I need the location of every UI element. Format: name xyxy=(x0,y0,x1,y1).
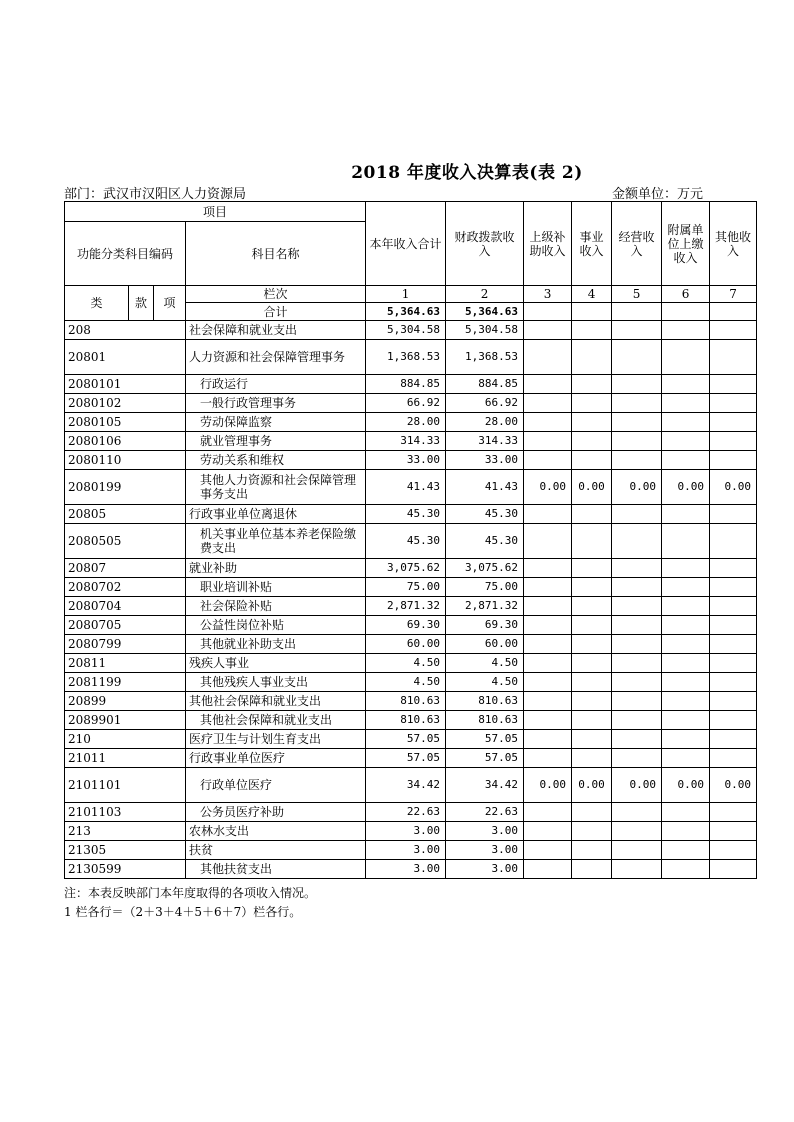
department-label: 部门：武汉市汉阳区人力资源局 xyxy=(64,187,247,202)
row-c3 xyxy=(524,654,572,673)
row-c7 xyxy=(710,635,757,654)
row-fiscal: 28.00 xyxy=(446,413,524,432)
row-c6 xyxy=(662,597,710,616)
row-c4 xyxy=(572,451,612,470)
row-c6 xyxy=(662,803,710,822)
row-c4 xyxy=(572,394,612,413)
row-code: 2080799 xyxy=(65,635,186,654)
row-c4 xyxy=(572,654,612,673)
row-total: 3.00 xyxy=(366,860,446,879)
row-c5 xyxy=(612,505,662,524)
row-c7 xyxy=(710,340,757,375)
row-c5 xyxy=(612,394,662,413)
row-c3 xyxy=(524,860,572,879)
table-row xyxy=(65,841,757,860)
row-c6 xyxy=(662,340,710,375)
row-code: 210 xyxy=(65,730,186,749)
row-fiscal: 69.30 xyxy=(446,616,524,635)
row-subject-name: 其他社会保障和就业支出 xyxy=(186,711,366,730)
row-fiscal: 3.00 xyxy=(446,860,524,879)
row-fiscal: 57.05 xyxy=(446,730,524,749)
row-code: 2080102 xyxy=(65,394,186,413)
row-c7 xyxy=(710,841,757,860)
row-c3 xyxy=(524,432,572,451)
row-c6 xyxy=(662,559,710,578)
table-row xyxy=(65,394,757,413)
income-table xyxy=(64,201,757,879)
row-total: 28.00 xyxy=(366,413,446,432)
row-subject-name: 行政单位医疗 xyxy=(186,768,366,803)
col-num: 1 xyxy=(366,286,446,303)
row-c7 xyxy=(710,730,757,749)
row-fiscal: 22.63 xyxy=(446,803,524,822)
row-total: 45.30 xyxy=(366,524,446,559)
row-c7 xyxy=(710,505,757,524)
row-c3 xyxy=(524,413,572,432)
row-subject-name: 公益性岗位补贴 xyxy=(186,616,366,635)
row-c5 xyxy=(612,321,662,340)
row-c5 xyxy=(612,559,662,578)
row-fiscal: 5,304.58 xyxy=(446,321,524,340)
row-c6 xyxy=(662,432,710,451)
row-c4 xyxy=(572,616,612,635)
row-c6 xyxy=(662,692,710,711)
row-subject-name: 其他残疾人事业支出 xyxy=(186,673,366,692)
row-fiscal: 33.00 xyxy=(446,451,524,470)
row-c5 xyxy=(612,803,662,822)
col-num: 6 xyxy=(662,286,710,303)
header-affiliated-income: 附属单位上缴收入 xyxy=(662,202,710,286)
header-other-income: 其他收入 xyxy=(710,202,757,286)
row-c3 xyxy=(524,841,572,860)
row-total: 66.92 xyxy=(366,394,446,413)
row-c4 xyxy=(572,749,612,768)
row-c3 xyxy=(524,730,572,749)
row-code: 21305 xyxy=(65,841,186,860)
row-c7 xyxy=(710,711,757,730)
header-column-seq: 栏次 xyxy=(186,286,366,303)
table-row xyxy=(65,524,757,559)
row-c4 xyxy=(572,692,612,711)
row-fiscal: 60.00 xyxy=(446,635,524,654)
row-c5 xyxy=(612,635,662,654)
row-subject-name: 劳动关系和维权 xyxy=(186,451,366,470)
row-code: 208 xyxy=(65,321,186,340)
row-c7 xyxy=(710,860,757,879)
table-row xyxy=(65,860,757,879)
header-func-code: 功能分类科目编码 xyxy=(65,222,186,286)
row-fiscal: 75.00 xyxy=(446,578,524,597)
row-c5 xyxy=(612,340,662,375)
table-row xyxy=(65,730,757,749)
row-code: 2101103 xyxy=(65,803,186,822)
row-c6 xyxy=(662,730,710,749)
row-c7 xyxy=(710,578,757,597)
row-c5 xyxy=(612,375,662,394)
row-c6 xyxy=(662,860,710,879)
row-c3: 0.00 xyxy=(524,470,572,505)
sum-total: 5,364.63 xyxy=(366,303,446,321)
row-c6 xyxy=(662,673,710,692)
row-subject-name: 社会保障和就业支出 xyxy=(186,321,366,340)
unit-label: 金额单位：万元 xyxy=(612,187,704,202)
row-c7 xyxy=(710,321,757,340)
table-row xyxy=(65,654,757,673)
row-fiscal: 4.50 xyxy=(446,654,524,673)
row-c5 xyxy=(612,711,662,730)
header-subject-name: 科目名称 xyxy=(186,222,366,286)
row-subject-name: 行政事业单位离退休 xyxy=(186,505,366,524)
row-code: 2081199 xyxy=(65,673,186,692)
row-c7 xyxy=(710,524,757,559)
sum-label: 合计 xyxy=(186,303,366,321)
row-c7 xyxy=(710,375,757,394)
table-row xyxy=(65,673,757,692)
header-fiscal-income: 财政拨款收入 xyxy=(446,202,524,286)
row-c7 xyxy=(710,597,757,616)
row-c4 xyxy=(572,524,612,559)
header-kuan: 款 xyxy=(129,286,154,321)
row-c3 xyxy=(524,692,572,711)
row-fiscal: 810.63 xyxy=(446,692,524,711)
row-c3: 0.00 xyxy=(524,768,572,803)
table-row xyxy=(65,340,757,375)
row-total: 3,075.62 xyxy=(366,559,446,578)
header-operating-income: 经营收入 xyxy=(612,202,662,286)
row-c6 xyxy=(662,654,710,673)
row-fiscal: 810.63 xyxy=(446,711,524,730)
note-2: 1 栏各行＝（2＋3＋4＋5＋6＋7）栏各行。 xyxy=(64,905,302,919)
table-row xyxy=(65,470,757,505)
row-c5: 0.00 xyxy=(612,470,662,505)
row-c6 xyxy=(662,394,710,413)
row-fiscal: 314.33 xyxy=(446,432,524,451)
row-subject-name: 就业补助 xyxy=(186,559,366,578)
table-row xyxy=(65,635,757,654)
row-subject-name: 劳动保障监察 xyxy=(186,413,366,432)
row-fiscal: 2,871.32 xyxy=(446,597,524,616)
row-subject-name: 残疾人事业 xyxy=(186,654,366,673)
row-c4 xyxy=(572,578,612,597)
row-total: 75.00 xyxy=(366,578,446,597)
row-c7: 0.00 xyxy=(710,470,757,505)
row-c7 xyxy=(710,673,757,692)
row-c6 xyxy=(662,321,710,340)
row-c5 xyxy=(612,860,662,879)
row-code: 2080705 xyxy=(65,616,186,635)
row-fiscal: 57.05 xyxy=(446,749,524,768)
row-code: 2089901 xyxy=(65,711,186,730)
row-code: 213 xyxy=(65,822,186,841)
row-code: 2080110 xyxy=(65,451,186,470)
row-total: 60.00 xyxy=(366,635,446,654)
row-total: 57.05 xyxy=(366,749,446,768)
row-c4 xyxy=(572,559,612,578)
row-c3 xyxy=(524,321,572,340)
row-c7 xyxy=(710,692,757,711)
row-c7 xyxy=(710,616,757,635)
table-row xyxy=(65,578,757,597)
row-c7: 0.00 xyxy=(710,768,757,803)
row-c4 xyxy=(572,730,612,749)
row-c3 xyxy=(524,578,572,597)
row-total: 4.50 xyxy=(366,673,446,692)
row-fiscal: 45.30 xyxy=(446,505,524,524)
row-subject-name: 农林水支出 xyxy=(186,822,366,841)
table-row xyxy=(65,749,757,768)
row-total: 810.63 xyxy=(366,692,446,711)
row-c3 xyxy=(524,524,572,559)
row-subject-name: 扶贫 xyxy=(186,841,366,860)
row-total: 810.63 xyxy=(366,711,446,730)
row-subject-name: 社会保险补贴 xyxy=(186,597,366,616)
table-row xyxy=(65,432,757,451)
row-total: 3.00 xyxy=(366,822,446,841)
row-c6 xyxy=(662,822,710,841)
table-row xyxy=(65,822,757,841)
row-code: 2080105 xyxy=(65,413,186,432)
row-c7 xyxy=(710,822,757,841)
row-total: 5,304.58 xyxy=(366,321,446,340)
row-total: 314.33 xyxy=(366,432,446,451)
table-row xyxy=(65,413,757,432)
row-c6 xyxy=(662,616,710,635)
row-c4 xyxy=(572,803,612,822)
header-item: 项目 xyxy=(65,202,366,222)
row-fiscal: 45.30 xyxy=(446,524,524,559)
row-code: 20807 xyxy=(65,559,186,578)
col-num: 2 xyxy=(446,286,524,303)
row-c5 xyxy=(612,597,662,616)
table-row xyxy=(65,803,757,822)
row-total: 69.30 xyxy=(366,616,446,635)
table-row xyxy=(65,451,757,470)
row-c7 xyxy=(710,394,757,413)
row-c5 xyxy=(612,616,662,635)
row-c4 xyxy=(572,340,612,375)
row-total: 2,871.32 xyxy=(366,597,446,616)
header-business-income: 事业收入 xyxy=(572,202,612,286)
row-code: 2080106 xyxy=(65,432,186,451)
row-total: 34.42 xyxy=(366,768,446,803)
row-fiscal: 3.00 xyxy=(446,822,524,841)
row-c7 xyxy=(710,803,757,822)
row-c4 xyxy=(572,822,612,841)
row-code: 2080101 xyxy=(65,375,186,394)
row-subject-name: 一般行政管理事务 xyxy=(186,394,366,413)
row-subject-name: 其他人力资源和社会保障管理事务支出 xyxy=(186,470,366,505)
row-total: 3.00 xyxy=(366,841,446,860)
row-code: 2130599 xyxy=(65,860,186,879)
row-c5 xyxy=(612,524,662,559)
row-c4 xyxy=(572,432,612,451)
row-c3 xyxy=(524,559,572,578)
row-fiscal: 884.85 xyxy=(446,375,524,394)
row-c6 xyxy=(662,413,710,432)
row-c7 xyxy=(710,559,757,578)
row-c3 xyxy=(524,340,572,375)
row-c6 xyxy=(662,711,710,730)
row-c5 xyxy=(612,654,662,673)
table-row xyxy=(65,768,757,803)
table-row xyxy=(65,505,757,524)
header-total-income: 本年收入合计 xyxy=(366,202,446,286)
row-c4 xyxy=(572,711,612,730)
row-c4 xyxy=(572,321,612,340)
row-fiscal: 1,368.53 xyxy=(446,340,524,375)
row-fiscal: 66.92 xyxy=(446,394,524,413)
row-c5 xyxy=(612,730,662,749)
row-c3 xyxy=(524,673,572,692)
row-c5 xyxy=(612,673,662,692)
row-c3 xyxy=(524,597,572,616)
row-c5 xyxy=(612,692,662,711)
row-c3 xyxy=(524,749,572,768)
table-row xyxy=(65,597,757,616)
row-code: 20805 xyxy=(65,505,186,524)
row-c4 xyxy=(572,413,612,432)
report-title: 2018 年度收入决算表(表 2) xyxy=(351,163,583,183)
row-code: 20811 xyxy=(65,654,186,673)
table-row xyxy=(65,321,757,340)
row-subject-name: 医疗卫生与计划生育支出 xyxy=(186,730,366,749)
row-code: 2080704 xyxy=(65,597,186,616)
row-c7 xyxy=(710,451,757,470)
row-subject-name: 就业管理事务 xyxy=(186,432,366,451)
col-num: 5 xyxy=(612,286,662,303)
table-row xyxy=(65,692,757,711)
col-num: 4 xyxy=(572,286,612,303)
row-total: 57.05 xyxy=(366,730,446,749)
row-total: 884.85 xyxy=(366,375,446,394)
row-code: 2080199 xyxy=(65,470,186,505)
row-c4 xyxy=(572,635,612,654)
row-c5: 0.00 xyxy=(612,768,662,803)
col-num: 3 xyxy=(524,286,572,303)
row-total: 33.00 xyxy=(366,451,446,470)
header-upper-subsidy: 上级补助收入 xyxy=(524,202,572,286)
row-total: 22.63 xyxy=(366,803,446,822)
row-c5 xyxy=(612,578,662,597)
row-subject-name: 其他扶贫支出 xyxy=(186,860,366,879)
row-c6 xyxy=(662,635,710,654)
row-c7 xyxy=(710,432,757,451)
row-c4 xyxy=(572,375,612,394)
row-subject-name: 其他就业补助支出 xyxy=(186,635,366,654)
row-c5 xyxy=(612,432,662,451)
row-c6 xyxy=(662,841,710,860)
row-fiscal: 3.00 xyxy=(446,841,524,860)
row-subject-name: 人力资源和社会保障管理事务 xyxy=(186,340,366,375)
table-row xyxy=(65,616,757,635)
row-c3 xyxy=(524,505,572,524)
row-total: 4.50 xyxy=(366,654,446,673)
row-subject-name: 行政事业单位医疗 xyxy=(186,749,366,768)
row-code: 2080702 xyxy=(65,578,186,597)
row-c5 xyxy=(612,413,662,432)
row-code: 21011 xyxy=(65,749,186,768)
row-c7 xyxy=(710,413,757,432)
row-c6 xyxy=(662,451,710,470)
row-subject-name: 职业培训补贴 xyxy=(186,578,366,597)
row-c7 xyxy=(710,749,757,768)
row-subject-name: 机关事业单位基本养老保险缴费支出 xyxy=(186,524,366,559)
row-c4 xyxy=(572,841,612,860)
row-subject-name: 其他社会保障和就业支出 xyxy=(186,692,366,711)
row-c5 xyxy=(612,749,662,768)
row-c6 xyxy=(662,749,710,768)
row-c5 xyxy=(612,822,662,841)
row-code: 20899 xyxy=(65,692,186,711)
row-c3 xyxy=(524,616,572,635)
sum-fiscal: 5,364.63 xyxy=(446,303,524,321)
row-total: 1,368.53 xyxy=(366,340,446,375)
row-fiscal: 41.43 xyxy=(446,470,524,505)
row-code: 20801 xyxy=(65,340,186,375)
row-c6 xyxy=(662,375,710,394)
row-c4 xyxy=(572,860,612,879)
row-c3 xyxy=(524,711,572,730)
row-total: 45.30 xyxy=(366,505,446,524)
header-xiang: 项 xyxy=(154,286,186,321)
table-row xyxy=(65,375,757,394)
header-lei: 类 xyxy=(65,286,129,321)
row-c6 xyxy=(662,505,710,524)
row-code: 2101101 xyxy=(65,768,186,803)
row-c7 xyxy=(710,654,757,673)
row-c3 xyxy=(524,451,572,470)
row-subject-name: 公务员医疗补助 xyxy=(186,803,366,822)
row-fiscal: 3,075.62 xyxy=(446,559,524,578)
table-row xyxy=(65,711,757,730)
row-code: 2080505 xyxy=(65,524,186,559)
row-subject-name: 行政运行 xyxy=(186,375,366,394)
row-c3 xyxy=(524,803,572,822)
row-c3 xyxy=(524,394,572,413)
row-c5 xyxy=(612,451,662,470)
row-c4 xyxy=(572,505,612,524)
row-c4: 0.00 xyxy=(572,768,612,803)
note-1: 注：本表反映部门本年度取得的各项收入情况。 xyxy=(64,886,317,900)
row-c6 xyxy=(662,524,710,559)
table-row xyxy=(65,559,757,578)
row-c4 xyxy=(572,597,612,616)
row-c6 xyxy=(662,578,710,597)
row-c6: 0.00 xyxy=(662,470,710,505)
row-c6: 0.00 xyxy=(662,768,710,803)
row-fiscal: 34.42 xyxy=(446,768,524,803)
row-c5 xyxy=(612,841,662,860)
row-total: 41.43 xyxy=(366,470,446,505)
row-fiscal: 4.50 xyxy=(446,673,524,692)
col-num: 7 xyxy=(710,286,757,303)
row-c3 xyxy=(524,375,572,394)
row-c3 xyxy=(524,822,572,841)
row-c4: 0.00 xyxy=(572,470,612,505)
row-c3 xyxy=(524,635,572,654)
row-c4 xyxy=(572,673,612,692)
